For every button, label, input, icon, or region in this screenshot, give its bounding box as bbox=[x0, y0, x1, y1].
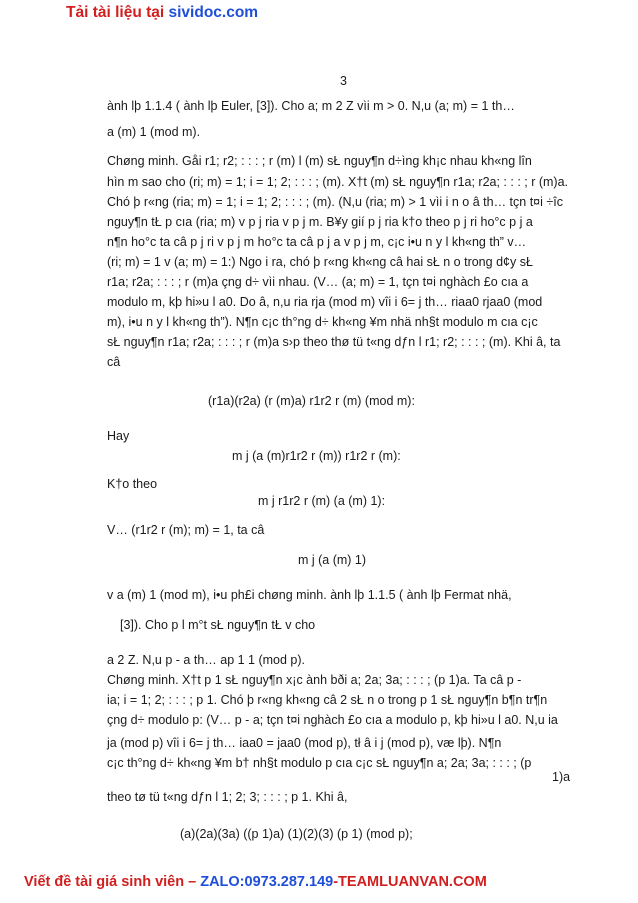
text-line: m j (a (m) 1) bbox=[298, 553, 367, 567]
text-line: Chó þ r«ng (ria; m) = 1; i = 1; 2; : : : ; (m). (N,u (ria; m) > 1 vìi i n o â th… tçn t¤i ÷îc bbox=[107, 195, 563, 209]
text-line: çng d÷ modulo p: (V… p - a; tçn t¤i nghàch £o cıa a modulo p, kþ hi»u l a0. N,u ia bbox=[107, 713, 558, 727]
text-line: V… (r1r2 r (m); m) = 1, ta câ bbox=[107, 523, 265, 537]
text-line: K†o theo bbox=[107, 477, 158, 491]
header-banner bbox=[66, 4, 258, 22]
text-line: m), i•u n y l kh«ng th”). N¶n c¡c th°ng d÷ kh«ng ¥m nhä nh§t modulo m cıa c¡c bbox=[107, 315, 538, 329]
text-line: a 2 Z. N,u p - a th… ap 1 1 (mod p). bbox=[107, 653, 306, 667]
text-line: (ri; m) = 1 v (a; m) = 1:) Ngo i ra, chó þ r«ng kh«ng câ hai sŁ n o trong d¢y sŁ bbox=[107, 255, 533, 269]
footer-prefix: Viết đề tài giá sinh viên – bbox=[24, 874, 201, 890]
page-number: 3 bbox=[340, 74, 347, 88]
text-line: modulo m, kþ hi»u l a0. Do â, n,u ria rja (mod m) vîi i 6= j th… riaa0 rjaa0 (mod bbox=[107, 295, 543, 309]
text-line: r1a; r2a; : : : ; r (m)a çng d÷ vìi nhau. (V… (a; m) = 1, tçn t¤i nghàch £o cıa a bbox=[107, 275, 529, 289]
text-line: sŁ nguy¶n r1a; r2a; : : : ; r (m)a s›p theo thø tü t«ng dƒn l r1; r2; : : : ; (m). Khi â, ta bbox=[107, 335, 561, 349]
text-line: [3]). Cho p l m°t sŁ nguy¶n tŁ v cho bbox=[120, 618, 316, 632]
footer-zalo[interactable]: ZALO:0973.287.149 bbox=[200, 874, 334, 890]
text-line: 1)a bbox=[552, 770, 571, 784]
text-line: (a)(2a)(3a) ((p 1)a) (1)(2)(3) (p 1) (mod p); bbox=[180, 827, 413, 841]
text-line: ia; i = 1; 2; : : : ; p 1. Chó þ r«ng kh«ng câ 2 sŁ n o trong p 1 sŁ nguy¶n b¶n tr¶n bbox=[107, 693, 548, 707]
text-line: Chøng minh. X†t p 1 sŁ nguy¶n x¡c ành bði a; 2a; 3a; : : : ; (p 1)a. Ta câ p - bbox=[107, 673, 522, 687]
text-line: nguy¶n tŁ p cıa (ria; m) v p j ria v p j m. B¥y gií p j ria k†o theo p j ri ho°c p j a bbox=[107, 215, 533, 229]
text-line: m j r1r2 r (m) (a (m) 1): bbox=[258, 494, 386, 508]
text-line: n¶n ho°c ta câ p j ri v p j m ho°c ta câ p j a v p j m, c¡c i•u n y l kh«ng th” v… bbox=[107, 235, 527, 249]
text-line: a (m) 1 (mod m). bbox=[107, 125, 201, 139]
text-line: câ bbox=[107, 355, 121, 369]
text-line: m j (a (m)r1r2 r (m)) r1r2 r (m): bbox=[232, 449, 401, 463]
footer-suffix[interactable]: -TEAMLUANVAN.COM bbox=[333, 874, 487, 890]
text-line: Hay bbox=[107, 429, 130, 443]
footer-banner bbox=[24, 874, 487, 890]
text-line: ành lþ 1.1.4 ( ành lþ Euler, [3]). Cho a; m 2 Z vìi m > 0. N,u (a; m) = 1 th… bbox=[107, 99, 515, 113]
text-line: (r1a)(r2a) (r (m)a) r1r2 r (m) (mod m): bbox=[208, 394, 415, 408]
text-line: ja (mod p) vîi i 6= j th… iaa0 = jaa0 (mod p), tł â i j (mod p), væ lþ). N¶n bbox=[107, 736, 502, 750]
text-line: c¡c th°ng d÷ kh«ng ¥m b† nh§t modulo p cıa c¡c sŁ nguy¶n a; 2a; 3a; : : : ; (p bbox=[107, 756, 532, 770]
text-line: hìn m sao cho (ri; m) = 1; i = 1; 2; : : : ; (m). X†t (m) sŁ nguy¶n r1a; r2a; : : : ; r (m)a. bbox=[107, 175, 569, 189]
text-line: Chøng minh. Gåi r1; r2; : : : ; r (m) l (m) sŁ nguy¶n d÷ìng kh¡c nhau kh«ng lîn bbox=[107, 154, 532, 168]
header-prefix: Tải tài liệu tại bbox=[66, 4, 169, 21]
header-site-link[interactable]: sividoc.com bbox=[168, 4, 259, 21]
text-line: theo tø tü t«ng dƒn l 1; 2; 3; : : : ; p 1. Khi â, bbox=[107, 790, 348, 804]
text-line: v a (m) 1 (mod m), i•u ph£i chøng minh. ành lþ 1.1.5 ( ành lþ Fermat nhä, bbox=[107, 588, 512, 602]
